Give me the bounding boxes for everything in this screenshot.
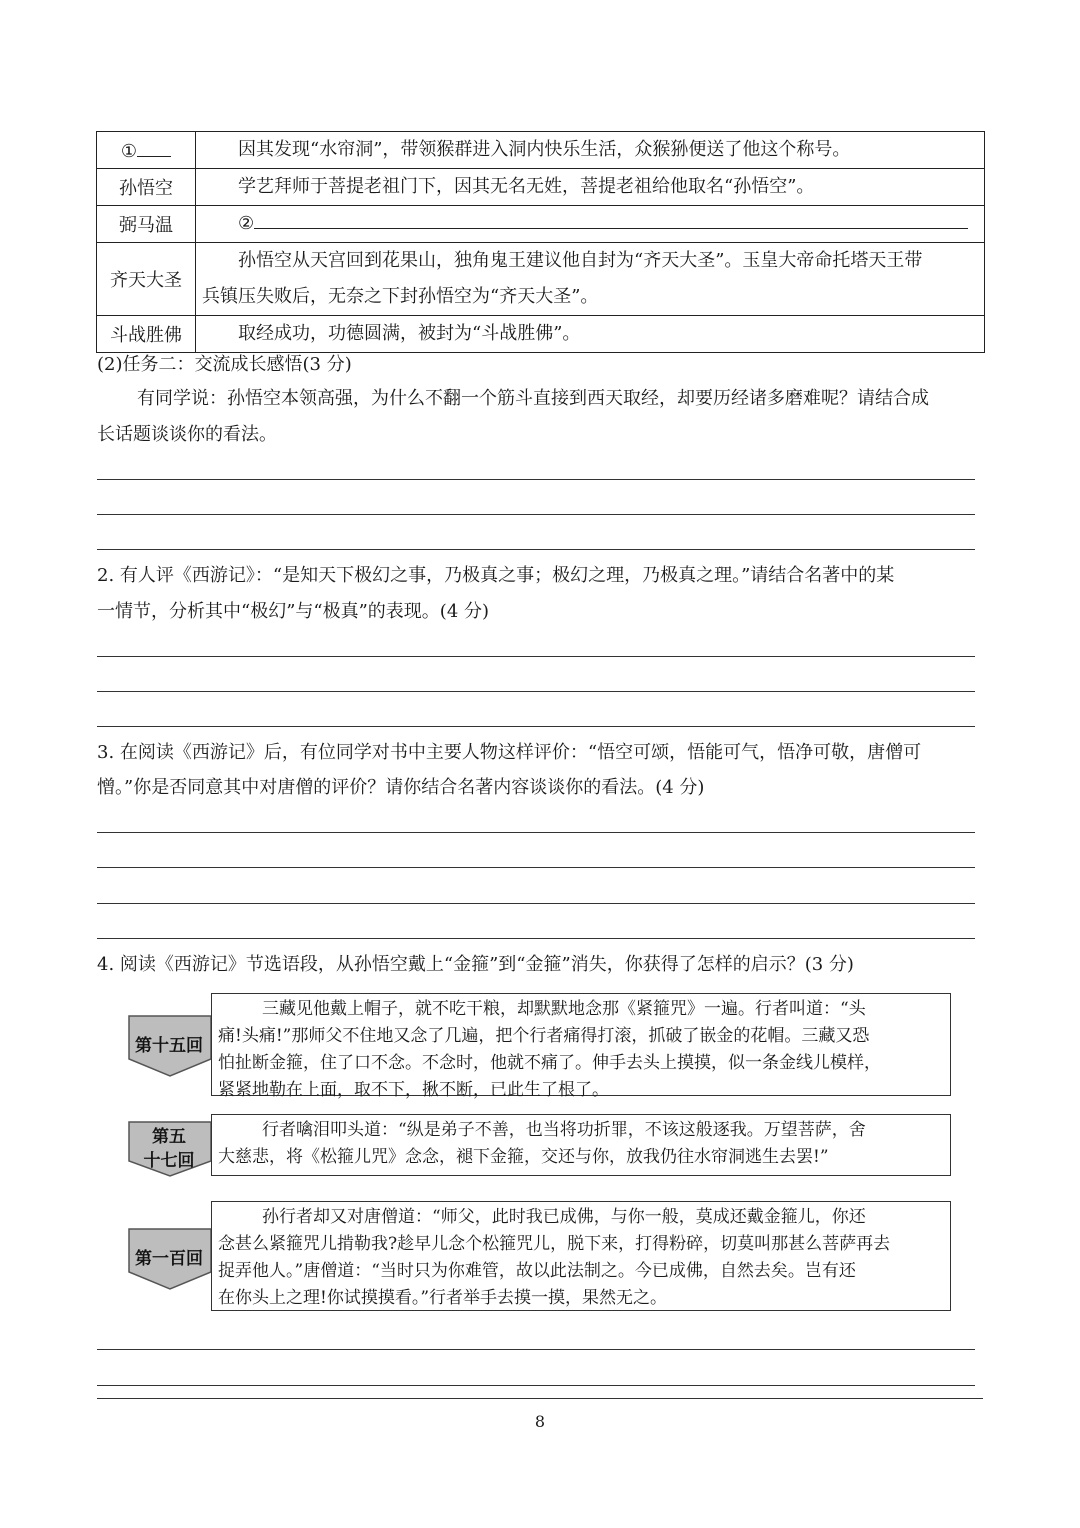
desc-cell: 孙悟空从天宫回到花果山，独角鬼王建议他自封为“齐天大圣”。玉皇大帝命托塔天王带 兵镇压失败后，无奈之下封孙悟空为“齐天大圣”。 <box>196 243 985 316</box>
desc-cell: 取经成功，功德圆满，被封为“斗战胜佛”。 <box>196 316 985 353</box>
answer-line[interactable] <box>97 691 975 692</box>
name-cell: 斗战胜佛 <box>97 316 196 353</box>
page-number: 8 <box>534 1412 546 1431</box>
answer-line[interactable] <box>97 549 975 550</box>
desc-cell: ② <box>196 206 985 243</box>
chapter-tag-15: 第十五回 <box>128 1015 212 1077</box>
q3-text-line1: 3. 在阅读《西游记》后，有位同学对书中主要人物这样评价：“悟空可颂，悟能可气，悟净可敬，唐僧可 <box>97 742 922 763</box>
table-row <box>97 132 985 169</box>
chapter-tag-100: 第一百回 <box>128 1228 212 1290</box>
answer-line[interactable] <box>97 1385 975 1386</box>
task2-text-line2: 长话题谈谈你的看法。 <box>97 424 277 445</box>
answer-blank-2[interactable] <box>254 208 968 229</box>
answer-blank-1[interactable] <box>137 138 171 157</box>
answer-line[interactable] <box>97 726 975 727</box>
q2-text-line1: 2. 有人评《西游记》：“是知天下极幻之事，乃极真之事；极幻之理，乃极真之理。”请结合名著中的某 <box>97 565 895 586</box>
excerpt-box-100: 孙行者却又对唐僧道：“师父，此时我已成佛，与你一般，莫成还戴金箍儿，你还 念甚么紧箍咒儿掯勒我?趁早儿念个松箍咒儿，脱下来，打得粉碎，切莫叫那甚么菩萨再去 捉弄他人。”唐僧道：“当时只为你难管，故以此法制之。今已成佛，自然去矣。岂有还 在你头上之理!你试摸摸看。”行者举手去摸一摸，果然无之。 <box>211 1201 951 1311</box>
answer-line[interactable] <box>97 938 975 939</box>
page-footer-rule <box>97 1398 983 1399</box>
excerpt-box-15: 三藏见他戴上帽子，就不吃干粮，却默默地念那《紧箍咒》一遍。行者叫道：“头 痛!头痛!”那师父不住地又念了几遍，把个行者痛得打滚，抓破了嵌金的花帽。三藏又恐 怕扯断金箍，住了口不念。不念时，他就不痛了。伸手去头上摸摸，似一条金线儿模样， 紧紧地勒在上面，取不下，揪不断，已此生了根了。 <box>211 993 951 1096</box>
answer-line[interactable] <box>97 832 975 833</box>
answer-line[interactable] <box>97 514 975 515</box>
answer-line[interactable] <box>97 656 975 657</box>
q3-text-line2: 憎。”你是否同意其中对唐僧的评价？请你结合名著内容谈谈你的看法。(4 分) <box>97 777 705 798</box>
chapter-tag-57: 第五 十七回 <box>128 1121 212 1177</box>
excerpt-box-57: 行者噙泪叩头道：“纵是弟子不善，也当将功折罪，不该这般逐我。万望菩萨，舍 大慈悲，将《松箍儿咒》念念，褪下金箍，交还与你，放我仍往水帘洞逃生去罢!” <box>211 1114 951 1176</box>
name-cell: 齐天大圣 <box>97 243 196 316</box>
table-row <box>97 243 985 316</box>
table-row <box>97 206 985 243</box>
names-table <box>96 131 985 353</box>
q4-text: 4. 阅读《西游记》节选语段，从孙悟空戴上“金箍”到“金箍”消失，你获得了怎样的启示？(3 分) <box>97 954 854 975</box>
name-cell: ① <box>97 132 196 169</box>
task2-heading: (2)任务二：交流成长感悟(3 分) <box>97 354 352 375</box>
desc-cell: 学艺拜师于菩提老祖门下，因其无名无姓，菩提老祖给他取名“孙悟空”。 <box>196 169 985 206</box>
name-cell: 弼马温 <box>97 206 196 243</box>
answer-line[interactable] <box>97 867 975 868</box>
answer-line[interactable] <box>97 903 975 904</box>
desc-cell: 因其发现“水帘洞”，带领猴群进入洞内快乐生活，众猴狲便送了他这个称号。 <box>196 132 985 169</box>
answer-line[interactable] <box>97 1349 975 1350</box>
name-cell: 孙悟空 <box>97 169 196 206</box>
table-row <box>97 169 985 206</box>
q2-text-line2: 一情节，分析其中“极幻”与“极真”的表现。(4 分) <box>97 601 490 622</box>
task2-text-line1: 有同学说：孙悟空本领高强，为什么不翻一个筋斗直接到西天取经，却要历经诸多磨难呢？请结合成 <box>137 388 929 409</box>
answer-line[interactable] <box>97 479 975 480</box>
